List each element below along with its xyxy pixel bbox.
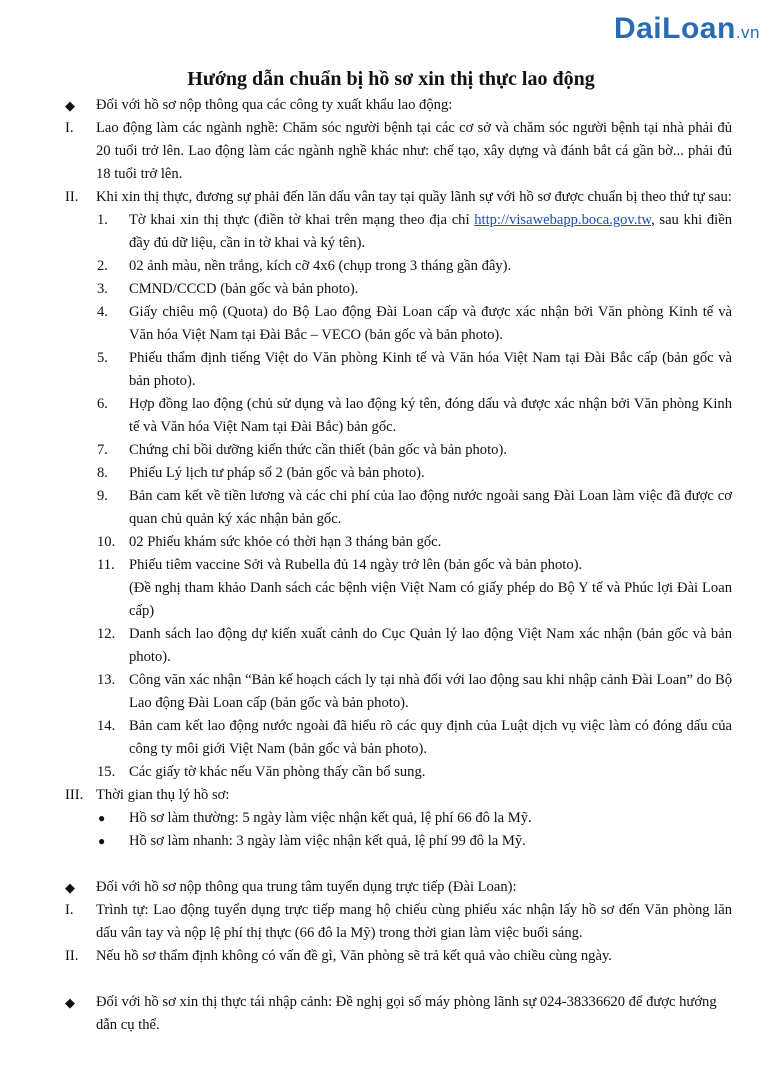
point-text: Trình tự: Lao động tuyển dụng trực tiếp mang hộ chiếu cùng phiếu xác nhận lấy hồ sơ đến Văn phòng lăn dấu vân tay và nộp lệ phí thị thực (66 đô la Mỹ) trong thời gian làm việc buổi sáng. <box>96 902 732 941</box>
list-item-14 <box>0 715 782 761</box>
item-text-before-link: Tờ khai xin thị thực (điền tờ khai trên mạng theo địa chỉ <box>129 212 475 228</box>
list-item-5 <box>0 347 782 393</box>
diamond-bullet-icon: ◆ <box>65 98 75 113</box>
processing-normal <box>0 807 782 830</box>
section-3 <box>0 991 782 1037</box>
item-text: Hợp đồng lao động (chủ sử dụng và lao động ký tên, đóng dấu và được xác nhận bởi Văn phòng Kinh tế và Văn hóa Việt Nam tại Đài Bắc) bản gốc. <box>129 396 732 435</box>
item-text-after-link: , sau khi điền đầy đủ dữ liệu, cần in tờ khai và ký tên). <box>129 212 732 251</box>
diamond-bullet-icon: ◆ <box>65 880 75 895</box>
item-text: Phiếu Lý lịch tư pháp số 2 (bản gốc và bản photo). <box>129 465 425 481</box>
circle-bullet-icon: ● <box>98 811 106 825</box>
item-text: 02 Phiếu khám sức khỏe có thời hạn 3 tháng bản gốc. <box>129 534 442 550</box>
item-number: 6. <box>97 396 108 412</box>
item-text <box>129 209 732 255</box>
roman-numeral: I. <box>65 902 74 918</box>
list-item-13 <box>0 669 782 715</box>
section-3-text: Đối với hồ sơ xin thị thực tái nhập cảnh: Đề nghị gọi số máy phòng lãnh sự 024-38336620 để được hướng dẫn cụ thể. <box>96 994 717 1033</box>
section-1-point-I <box>0 117 782 186</box>
point-text: Thời gian thụ lý hồ sơ: <box>96 787 230 803</box>
roman-numeral: II. <box>65 189 79 205</box>
circle-bullet-icon: ● <box>98 834 106 848</box>
item-number: 1. <box>97 212 108 228</box>
item-text: CMND/CCCD (bản gốc và bản photo). <box>129 281 359 297</box>
item-text: Bản cam kết về tiền lương và các chi phí của lao động nước ngoài sang Đài Loan làm việc đã được cơ quan chủ quản ký xác nhận bản gốc. <box>129 488 732 527</box>
roman-numeral: III. <box>65 787 84 803</box>
item-number: 14. <box>97 718 116 734</box>
section-2-point-I <box>0 899 782 945</box>
list-item-9 <box>0 485 782 531</box>
section-2-heading <box>0 876 782 899</box>
point-text: Lao động làm các ngành nghề: Chăm sóc người bệnh tại các cơ sở và chăm sóc người bệnh tại nhà phải đủ 20 tuổi trở lên. Lao động làm các ngành nghề khác như: chế tạo, xây dựng và đánh bắt cá gần bờ... phải đủ 18 tuổi trở lên. <box>96 120 732 182</box>
item-text: Chứng chỉ bồi dưỡng kiến thức cần thiết (bản gốc và bản photo). <box>129 442 507 458</box>
roman-numeral: I. <box>65 120 74 136</box>
item-number: 9. <box>97 488 108 504</box>
section-2-heading-text: Đối với hồ sơ nộp thông qua trung tâm tuyển dụng trực tiếp (Đài Loan): <box>96 879 517 895</box>
page-title: Hướng dẫn chuẩn bị hồ sơ xin thị thực lao động <box>187 68 595 90</box>
item-text: Công văn xác nhận “Bản kế hoạch cách ly tại nhà đối với lao động sau khi nhập cảnh Đài Loan” do Bộ Lao động Đài Loan cấp (bản gốc và bản photo). <box>129 672 732 711</box>
item-number: 8. <box>97 465 108 481</box>
bullet-text: Hồ sơ làm thường: 5 ngày làm việc nhận kết quả, lệ phí 66 đô la Mỹ. <box>129 810 532 826</box>
list-item-4 <box>0 301 782 347</box>
list-item-7 <box>0 439 782 462</box>
item-number: 10. <box>97 534 116 550</box>
brand-logo <box>614 14 760 44</box>
item-text: Phiếu thẩm định tiếng Việt do Văn phòng Kinh tế và Văn hóa Việt Nam tại Đài Bắc cấp (bản gốc và bản photo). <box>129 350 732 389</box>
list-item-2 <box>0 255 782 278</box>
diamond-bullet-icon: ◆ <box>65 995 75 1010</box>
item-number: 11. <box>97 557 115 573</box>
list-item-3 <box>0 278 782 301</box>
item-text: Danh sách lao động dự kiến xuất cảnh do Cục Quản lý lao động Việt Nam xác nhận (bản gốc và bản photo). <box>129 626 732 665</box>
section-1-heading-text: Đối với hồ sơ nộp thông qua các công ty xuất khẩu lao động: <box>96 97 453 113</box>
point-text: Nếu hồ sơ thẩm định không có vấn đề gì, Văn phòng sẽ trả kết quả vào chiều cùng ngày. <box>96 948 612 964</box>
item-text: Giấy chiêu mộ (Quota) do Bộ Lao động Đài Loan cấp và được xác nhận bởi Văn phòng Kinh tế và Văn hóa Việt Nam tại Đài Bắc – VECO (bản gốc và bản photo). <box>129 304 732 343</box>
list-item-6 <box>0 393 782 439</box>
item-number: 5. <box>97 350 108 366</box>
section-1-point-II <box>0 186 782 209</box>
visa-webapp-link[interactable]: http://visawebapp.boca.gov.tw <box>474 212 652 228</box>
processing-express <box>0 830 782 853</box>
item-text <box>129 554 732 623</box>
logo-main: DaiLoan <box>613 12 736 45</box>
list-item-10 <box>0 531 782 554</box>
list-item-15 <box>0 761 782 784</box>
item-number: 4. <box>97 304 108 320</box>
item-text-main: Phiếu tiêm vaccine Sởi và Rubella đủ 14 ngày trở lên (bản gốc và bản photo). <box>129 557 583 573</box>
logo-suffix: .vn <box>735 23 760 42</box>
list-item-12 <box>0 623 782 669</box>
bullet-text: Hồ sơ làm nhanh: 3 ngày làm việc nhận kết quả, lệ phí 99 đô la Mỹ. <box>129 833 526 849</box>
item-number: 13. <box>97 672 116 688</box>
section-1-heading <box>0 94 782 117</box>
item-number: 12. <box>97 626 116 642</box>
item-number: 3. <box>97 281 108 297</box>
roman-numeral: II. <box>65 948 79 964</box>
list-item-1 <box>0 209 782 255</box>
item-text: Các giấy tờ khác nếu Văn phòng thấy cần bổ sung. <box>129 764 426 780</box>
item-number: 7. <box>97 442 108 458</box>
list-item-11 <box>0 554 782 623</box>
section-1-point-III <box>0 784 782 807</box>
point-text: Khi xin thị thực, đương sự phải đến lăn dấu vân tay tại quầy lãnh sự với hồ sơ được chuẩn bị theo thứ tự sau: <box>96 189 732 205</box>
item-text: Bản cam kết lao động nước ngoài đã hiểu rõ các quy định của Luật dịch vụ việc làm có đóng dấu của công ty môi giới Việt Nam (bản gốc và bản photo). <box>129 718 732 757</box>
item-note: (Đề nghị tham khảo Danh sách các bệnh viện Việt Nam có giấy phép do Bộ Y tế và Phúc lợi Đài Loan cấp) <box>129 580 732 619</box>
item-text: 02 ảnh màu, nền trắng, kích cỡ 4x6 (chụp trong 3 tháng gần đây). <box>129 258 512 274</box>
section-2-point-II <box>0 945 782 968</box>
item-number: 2. <box>97 258 108 274</box>
list-item-8 <box>0 462 782 485</box>
document-body <box>0 94 782 1037</box>
item-number: 15. <box>97 764 116 780</box>
